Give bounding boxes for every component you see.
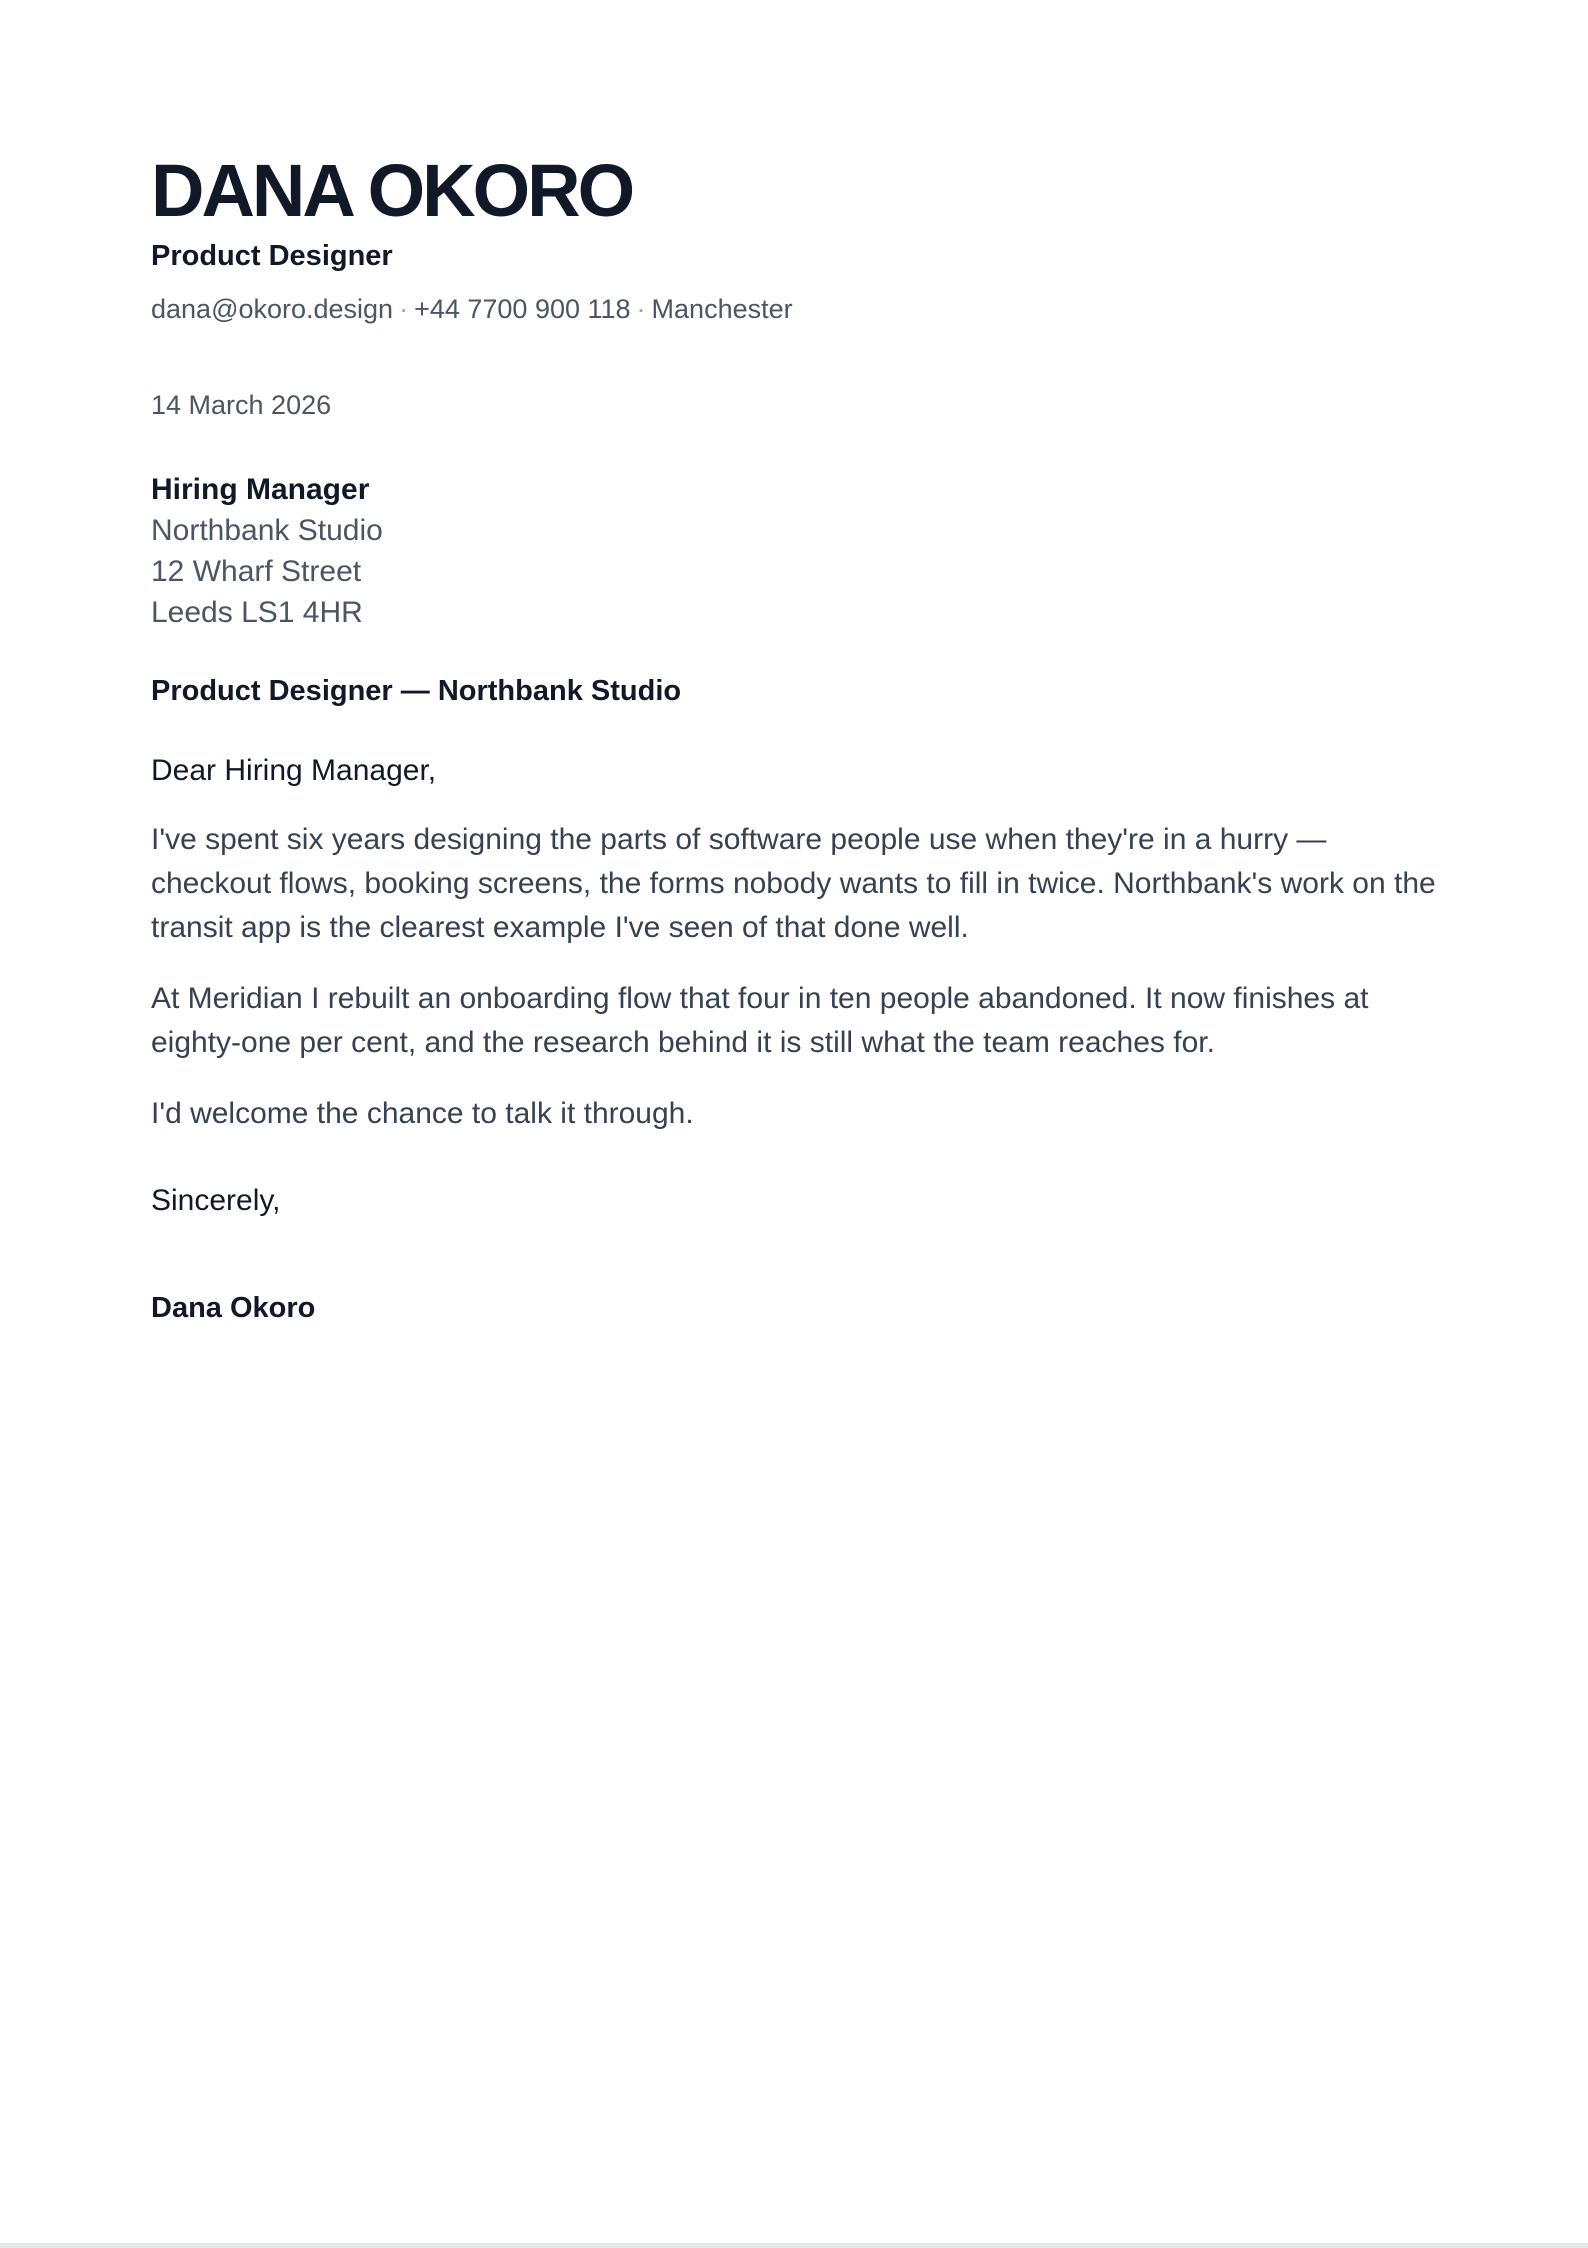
contact-separator: ·: [636, 294, 646, 324]
letter-date: 14 March 2026: [151, 390, 332, 420]
body-paragraph: I'd welcome the chance to talk it through.: [151, 1097, 694, 1130]
contact-location: Manchester: [651, 294, 793, 324]
recipient-company: Northbank Studio: [151, 514, 383, 547]
recipient-name: Hiring Manager: [151, 473, 370, 506]
letter-header: [151, 148, 1441, 326]
sender-role: Product Designer: [151, 240, 393, 272]
sender-name: DANA OKORO: [151, 149, 633, 232]
contact-phone: +44 7700 900 118: [414, 294, 631, 324]
salutation: Dear Hiring Manager,: [151, 754, 437, 787]
recipient-city: Leeds LS1 4HR: [151, 596, 363, 629]
body-paragraph: At Meridian I rebuilt an onboarding flow that four in ten people abandoned. It now finishes at eighty-one per cent, and the research behind it is still what the team reaches for.: [151, 982, 1369, 1059]
letter-subject: Product Designer — Northbank Studio: [151, 675, 682, 707]
closing: Sincerely,: [151, 1184, 281, 1217]
contact-line: [151, 292, 1441, 326]
cover-letter: [151, 148, 1441, 1327]
contact-email: dana@okoro.design: [151, 294, 394, 324]
contact-separator: ·: [399, 294, 409, 324]
recipient-street: 12 Wharf Street: [151, 555, 362, 588]
body-paragraph: I've spent six years designing the parts of software people use when they're in a hurry — checkout flows, booking screens, the forms nobody wants to fill in twice. Northbank's work on the transit app is the clearest example I've seen of that done well.: [151, 823, 1436, 944]
signature-name: Dana Okoro: [151, 1292, 316, 1324]
recipient-block: [151, 469, 1441, 633]
letter-body: [151, 818, 1441, 1136]
